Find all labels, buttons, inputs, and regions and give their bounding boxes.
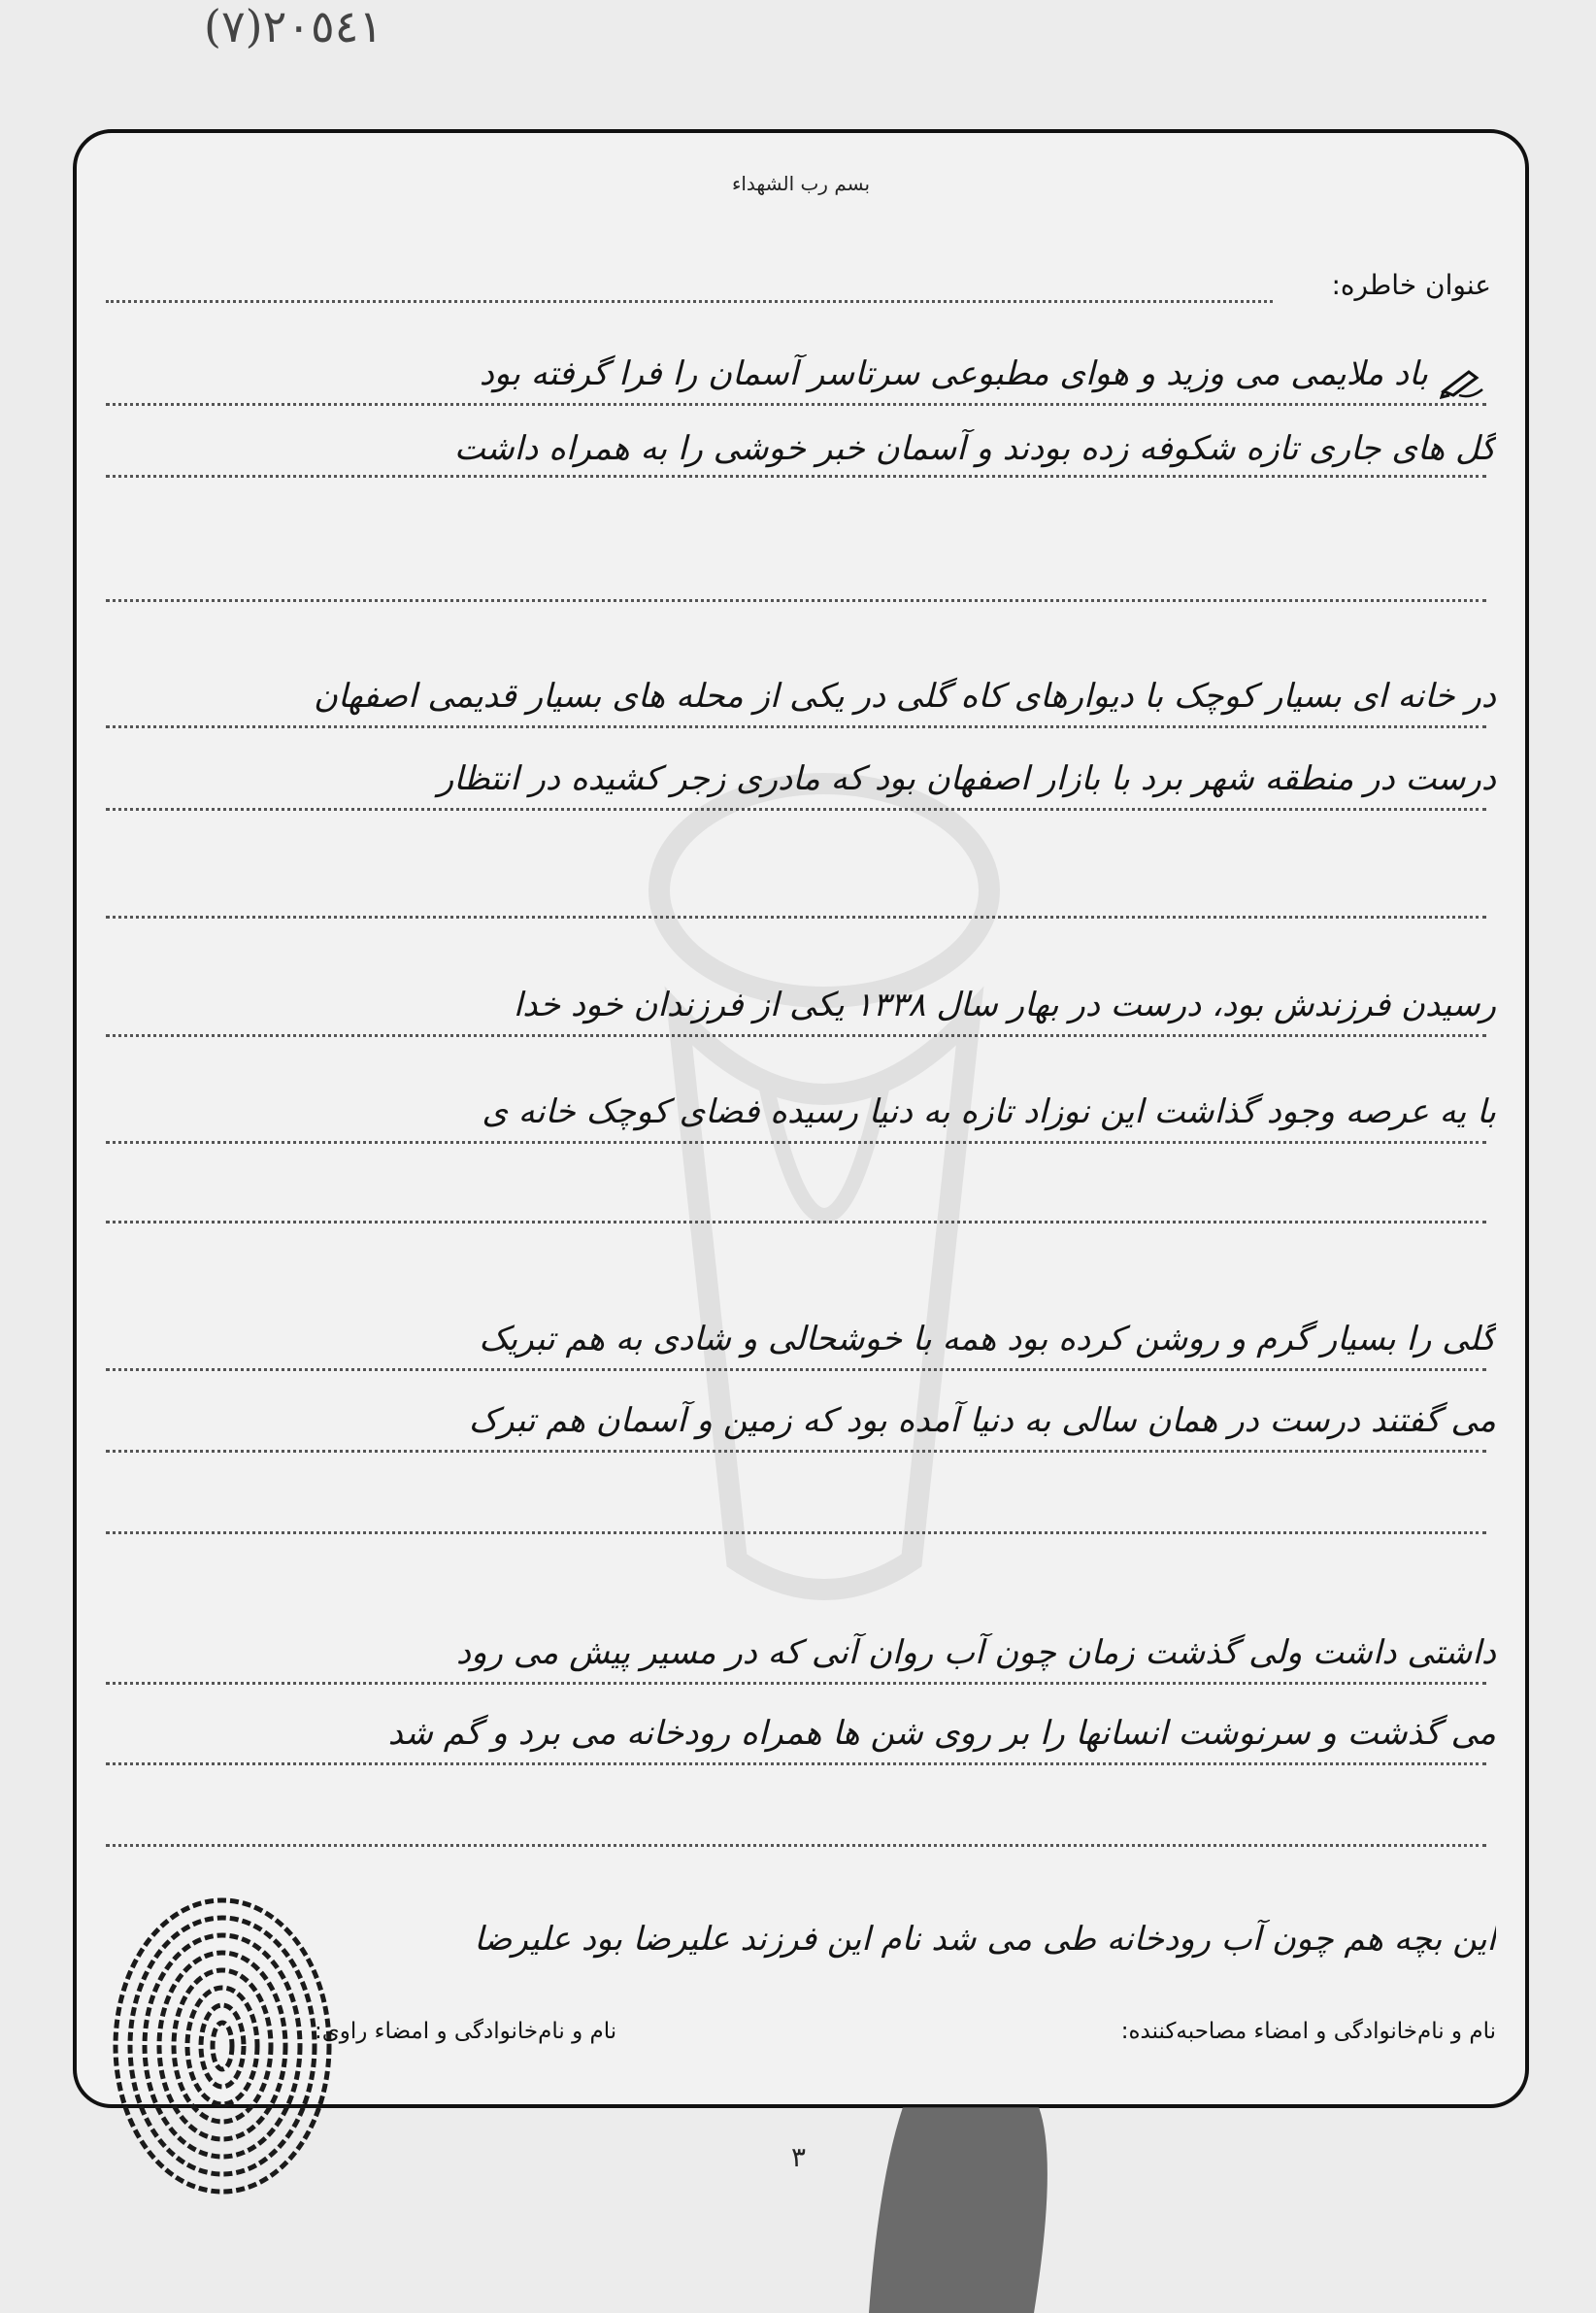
memoir-line: گل های جاری تازه شکوفه زده بودند و آسمان خبر خوشی را به همراه داشت — [453, 429, 1496, 468]
memoir-form-frame — [73, 129, 1529, 2108]
writing-dotted-line — [106, 725, 1486, 728]
faded-emblem-watermark — [620, 764, 1028, 1619]
narrator-signature-label: نام و نام‌خانوادگی و امضاء راوی: — [315, 2019, 617, 2044]
writing-dotted-line — [106, 808, 1486, 811]
writing-dotted-line — [106, 1034, 1486, 1037]
writing-dotted-line — [106, 1221, 1486, 1224]
writing-dotted-line — [106, 1762, 1486, 1765]
writing-dotted-line — [106, 475, 1486, 478]
writing-dotted-line — [106, 1531, 1486, 1534]
writing-dotted-line — [106, 1844, 1486, 1847]
writing-dotted-line — [106, 1368, 1486, 1371]
writing-dotted-line — [106, 1450, 1486, 1453]
memoir-line: می گفتند درست در همان سالی به دنیا آمده بود که زمین و آسمان هم تبرک — [468, 1401, 1496, 1440]
memoir-line: گلی را بسیار گرم و روشن کرده بود همه با خوشحالی و شادی به هم تبریک — [479, 1320, 1496, 1358]
memoir-line: با یه عرصه وجود گذاشت این نوزاد تازه به دنیا رسیده فضای کوچک خانه ی — [482, 1092, 1496, 1131]
writing-dotted-line — [106, 1682, 1486, 1685]
memoir-line: درست در منطقه شهر برد با بازار اصفهان بود که مادری زجر کشیده در انتظار — [437, 759, 1496, 798]
memoir-line: داشتی داشت ولی گذشت زمان چون آب روان آنی که در مسیر پیش می رود — [455, 1633, 1496, 1672]
signature-row — [106, 2019, 1496, 2058]
pen-writing-icon — [1440, 366, 1484, 399]
memoir-title-label: عنوان خاطره: — [1331, 269, 1491, 301]
memoir-line: می گذشت و سرنوشت انسانها را بر روی شن ها همراه رودخانه می برد و گم شد — [387, 1714, 1496, 1753]
page-heading: بسم رب الشهداء — [731, 172, 871, 195]
binding-tab-mark — [864, 2102, 1058, 2313]
memoir-line: این بچه هم چون آب رودخانه طی می شد نام این فرزند علیرضا بود علیرضا — [474, 1920, 1496, 1959]
writing-dotted-line — [106, 403, 1486, 406]
memoir-line: رسیدن فرزندش بود، درست در بهار سال ۱۳۳۸ یکی از فرزندان خود خدا — [513, 986, 1496, 1024]
writing-dotted-line — [106, 1141, 1486, 1144]
title-dotted-line — [106, 300, 1273, 303]
writing-dotted-line — [106, 599, 1486, 602]
writing-dotted-line — [106, 916, 1486, 919]
memoir-line: باد ملایمی می وزید و هوای مطبوعی سرتاسر آسمان را فرا گرفته بود — [479, 354, 1428, 393]
page-number: ٣ — [791, 2141, 807, 2173]
corner-handwritten-mark: (٧)٢٠٥٤١ — [204, 0, 383, 52]
interviewer-signature-label: نام و نام‌خانوادگی و امضاء مصاحبه‌کننده: — [1120, 2019, 1496, 2044]
memoir-line: در خانه ای بسیار کوچک با دیوارهای کاه گلی در یکی از محله های بسیار قدیمی اصفهان — [314, 677, 1496, 716]
